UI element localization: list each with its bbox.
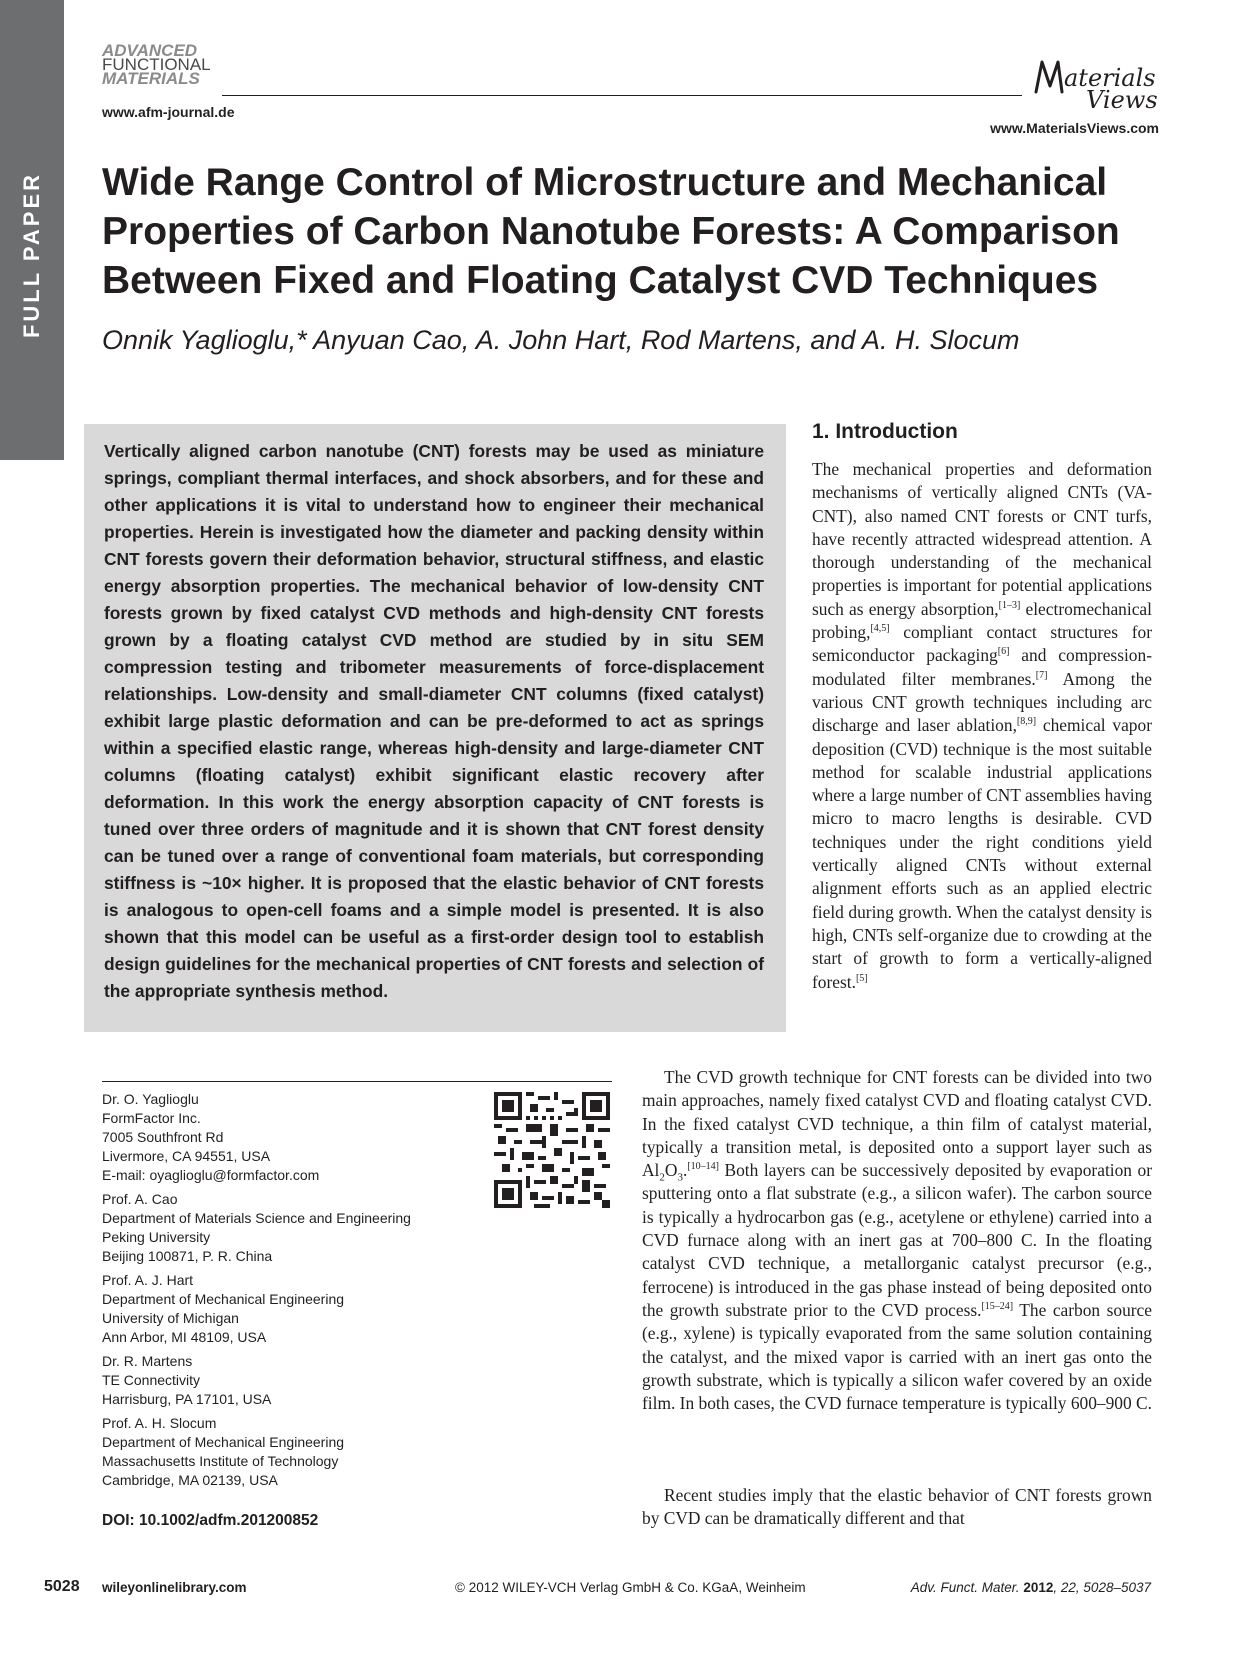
reference[interactable]: [6]	[997, 646, 1010, 658]
reference[interactable]: [15–24]	[981, 1301, 1014, 1313]
text-run: The CVD growth technique for CNT forests can be divided into two main approaches, namely fixed catalyst CVD and floating catalyst CVD. In the fixed catalyst CVD technique, a thin film of catalyst material, typically a transition metal, is deposited onto a support layer such as Al	[642, 1067, 1152, 1181]
affiliation-line: FormFactor Inc.	[102, 1110, 201, 1126]
header-rule	[222, 95, 1022, 96]
page-number: 5028	[44, 1578, 80, 1595]
citation-volume: 22	[1060, 1580, 1076, 1595]
email-link[interactable]: E-mail: oyaglioglu@formfactor.com	[102, 1167, 320, 1183]
affiliation-line: Prof. A. J. Hart	[102, 1272, 194, 1288]
affiliation-line: Livermore, CA 94551, USA	[102, 1148, 271, 1164]
abstract-box	[84, 424, 786, 1032]
subscript: 2	[659, 1171, 665, 1184]
affiliation-line: Prof. A. H. Slocum	[102, 1415, 217, 1431]
text-run: Among the various CNT growth techniques including arc discharge and laser ablation,	[812, 668, 1152, 736]
journal-url[interactable]: www.afm-journal.de	[102, 104, 235, 120]
publisher-url[interactable]: www.MaterialsViews.com	[990, 120, 1159, 136]
intro-paragraph-2	[642, 1066, 1152, 1415]
reference[interactable]: [7]	[1035, 669, 1048, 681]
affiliation-block	[102, 1190, 462, 1266]
section-heading: 1. Introduction	[812, 420, 958, 443]
journal-logo-line: ADVANCED	[102, 41, 198, 60]
affiliation-line: 7005 Southfront Rd	[102, 1129, 224, 1145]
affiliation-line: Harrisburg, PA 17101, USA	[102, 1391, 272, 1407]
side-tab-label: FULL PAPER	[19, 171, 44, 339]
citation-journal: Adv. Funct. Mater.	[910, 1580, 1020, 1595]
text-run: compliant contact structures for semiconductor packaging	[812, 622, 1152, 666]
citation: Adv. Funct. Mater. 2012, 22, 5028–5037	[910, 1580, 1151, 1595]
abstract-text: Vertically aligned carbon nanotube (CNT) forests may be used as miniature springs, compliant thermal interfaces, and shock absorbers, and for these and other applications it is vital to understand how to engineer their mechanical properties. Herein is investigated how the diameter and packing density within CNT forests govern their deformation behavior, structural stiffness, and elastic energy absorption properties. The mechanical behavior of low-density CNT forests grown by fixed catalyst CVD methods and high-density CNT forests grown by a floating catalyst CVD method are studied by in situ SEM compression testing and tribometer measurements of force-displacement relationships. Low-density and small-diameter CNT columns (fixed catalyst) exhibit large plastic deformation and can be pre-deformed to act as springs within a specified elastic range, whereas high-density and large-diameter CNT columns (floating catalyst) exhibit significant elastic recovery after deformation. In this work the energy absorption capacity of CNT forests is tuned over three orders of magnitude and it is shown that CNT forest density can be tuned over a range of conventional foam materials, but corresponding stiffness is ~10× higher. It is proposed that the elastic behavior of CNT forests is analogous to open-cell foams and a simple model is presented. It is also shown that this model can be useful as a first-order design tool to establish design guidelines for the mechanical properties of CNT forests and selection of the appropriate synthesis method.	[104, 441, 764, 1001]
doi[interactable]: DOI: 10.1002/adfm.201200852	[102, 1512, 319, 1529]
affiliation-line: TE Connectivity	[102, 1372, 201, 1388]
text-run: O	[664, 1160, 678, 1181]
affiliation-line: Dr. R. Martens	[102, 1353, 193, 1369]
reference[interactable]: [10–14]	[687, 1161, 719, 1173]
affiliation-line: Beijing 100871, P. R. China	[102, 1248, 273, 1264]
svg-text:aterials: aterials	[1064, 64, 1156, 92]
text-run: The carbon source (e.g., xylene) is typically evaporated from the same solution containing the catalyst, and the mixed vapor is carried with an inert gas onto the growth substrate, which is typically a silicon wafer covered by an oxide film. In both cases, the CVD furnace temperature is typically 600–900 C.	[642, 1299, 1152, 1414]
reference[interactable]: [4,5]	[870, 623, 890, 635]
affiliation-line: University of Michigan	[102, 1310, 239, 1326]
journal-logo-line: MATERIALS	[102, 69, 200, 88]
affiliations-rule	[102, 1081, 612, 1082]
affiliation-line: Cambridge, MA 02139, USA	[102, 1472, 278, 1488]
subscript: 3	[677, 1171, 683, 1184]
text-run: .	[682, 1160, 688, 1181]
intro-paragraph-3: Recent studies imply that the elastic behavior of CNT forests grown by CVD can be dramatically different and that	[642, 1485, 1152, 1529]
reference[interactable]: [8,9]	[1016, 716, 1037, 728]
citation-year: 2012	[1023, 1580, 1054, 1595]
affiliation-line: Department of Materials Science and Engineering	[102, 1210, 411, 1226]
intro-paragraph-1	[812, 458, 1152, 994]
qr-code[interactable]	[494, 1092, 610, 1208]
journal-logo-line: FUNCTIONAL	[102, 55, 211, 74]
side-tab	[0, 0, 64, 460]
authors: Onnik Yaglioglu,* Anyuan Cao, A. John Hart, Rod Martens, and A. H. Slocum	[102, 325, 1020, 355]
affiliation-block	[102, 1414, 462, 1490]
text-run: The mechanical properties and deformation mechanisms of vertically aligned CNTs (VA-CNT), also named CNT forests or CNT turfs, have recently attracted widespread attention. A thorough understanding of the mechanical properties is important for potential applications such as energy absorption,	[812, 459, 1152, 619]
text-run: and compression-modulated filter membranes.	[812, 645, 1152, 689]
text-run: Both layers can be successively deposited by evaporation or sputtering onto a flat substrate (e.g., a silicon wafer). The carbon source is typically a hydrocarbon gas (e.g., acetylene or ethylene) carried into a CVD furnace along with an inert gas at 700–800 C. In the floating catalyst CVD technique, a metallorganic catalyst precursor (e.g., ferrocene) is introduced in the gas phase instead of being deposited onto the growth substrate prior to the CVD process.	[642, 1160, 1152, 1320]
copyright: © 2012 WILEY-VCH Verlag GmbH & Co. KGaA, Weinheim	[455, 1580, 806, 1595]
affiliation-line: Peking University	[102, 1229, 211, 1245]
text-run: chemical vapor deposition (CVD) technique is the most suitable method for scalable industrial applications where a large number of CNT assemblies having micro to macro lengths is desirable. CVD techniques under the right conditions yield vertically aligned CNTs without external alignment efforts such as an applied electric field during growth. When the catalyst density is high, CNTs self-organize due to crowding at the start of growth to form a vertically-aligned forest.	[812, 715, 1152, 992]
text-run: electromechanical probing,	[812, 598, 1152, 643]
citation-pages: , 5028–5037	[1075, 1580, 1151, 1595]
reference[interactable]: [5]	[855, 972, 868, 984]
affiliation-block	[102, 1271, 462, 1347]
svg-text:Views: Views	[1086, 86, 1158, 112]
affiliation-line: Department of Mechanical Engineering	[102, 1291, 345, 1307]
reference[interactable]: [1–3]	[998, 599, 1021, 611]
affiliation-line: Ann Arbor, MI 48109, USA	[102, 1329, 267, 1345]
affiliation-line: Department of Mechanical Engineering	[102, 1434, 345, 1450]
affiliations	[102, 1090, 462, 1495]
affiliation-line: Prof. A. Cao	[102, 1191, 178, 1207]
affiliation-line: Dr. O. Yaglioglu	[102, 1091, 199, 1107]
article-title: Wide Range Control of Microstructure and Mechanical Properties of Carbon Nanotube Forests: A Comparison Between Fixed and Floating Catalyst CVD Techniques	[102, 161, 1120, 302]
affiliation-block	[102, 1090, 462, 1185]
affiliation-block	[102, 1352, 462, 1409]
footer-site[interactable]: wileyonlinelibrary.com	[102, 1580, 247, 1595]
journal-logo	[102, 41, 232, 88]
affiliation-line: Massachusetts Institute of Technology	[102, 1453, 339, 1469]
publisher-logo	[1028, 52, 1158, 112]
